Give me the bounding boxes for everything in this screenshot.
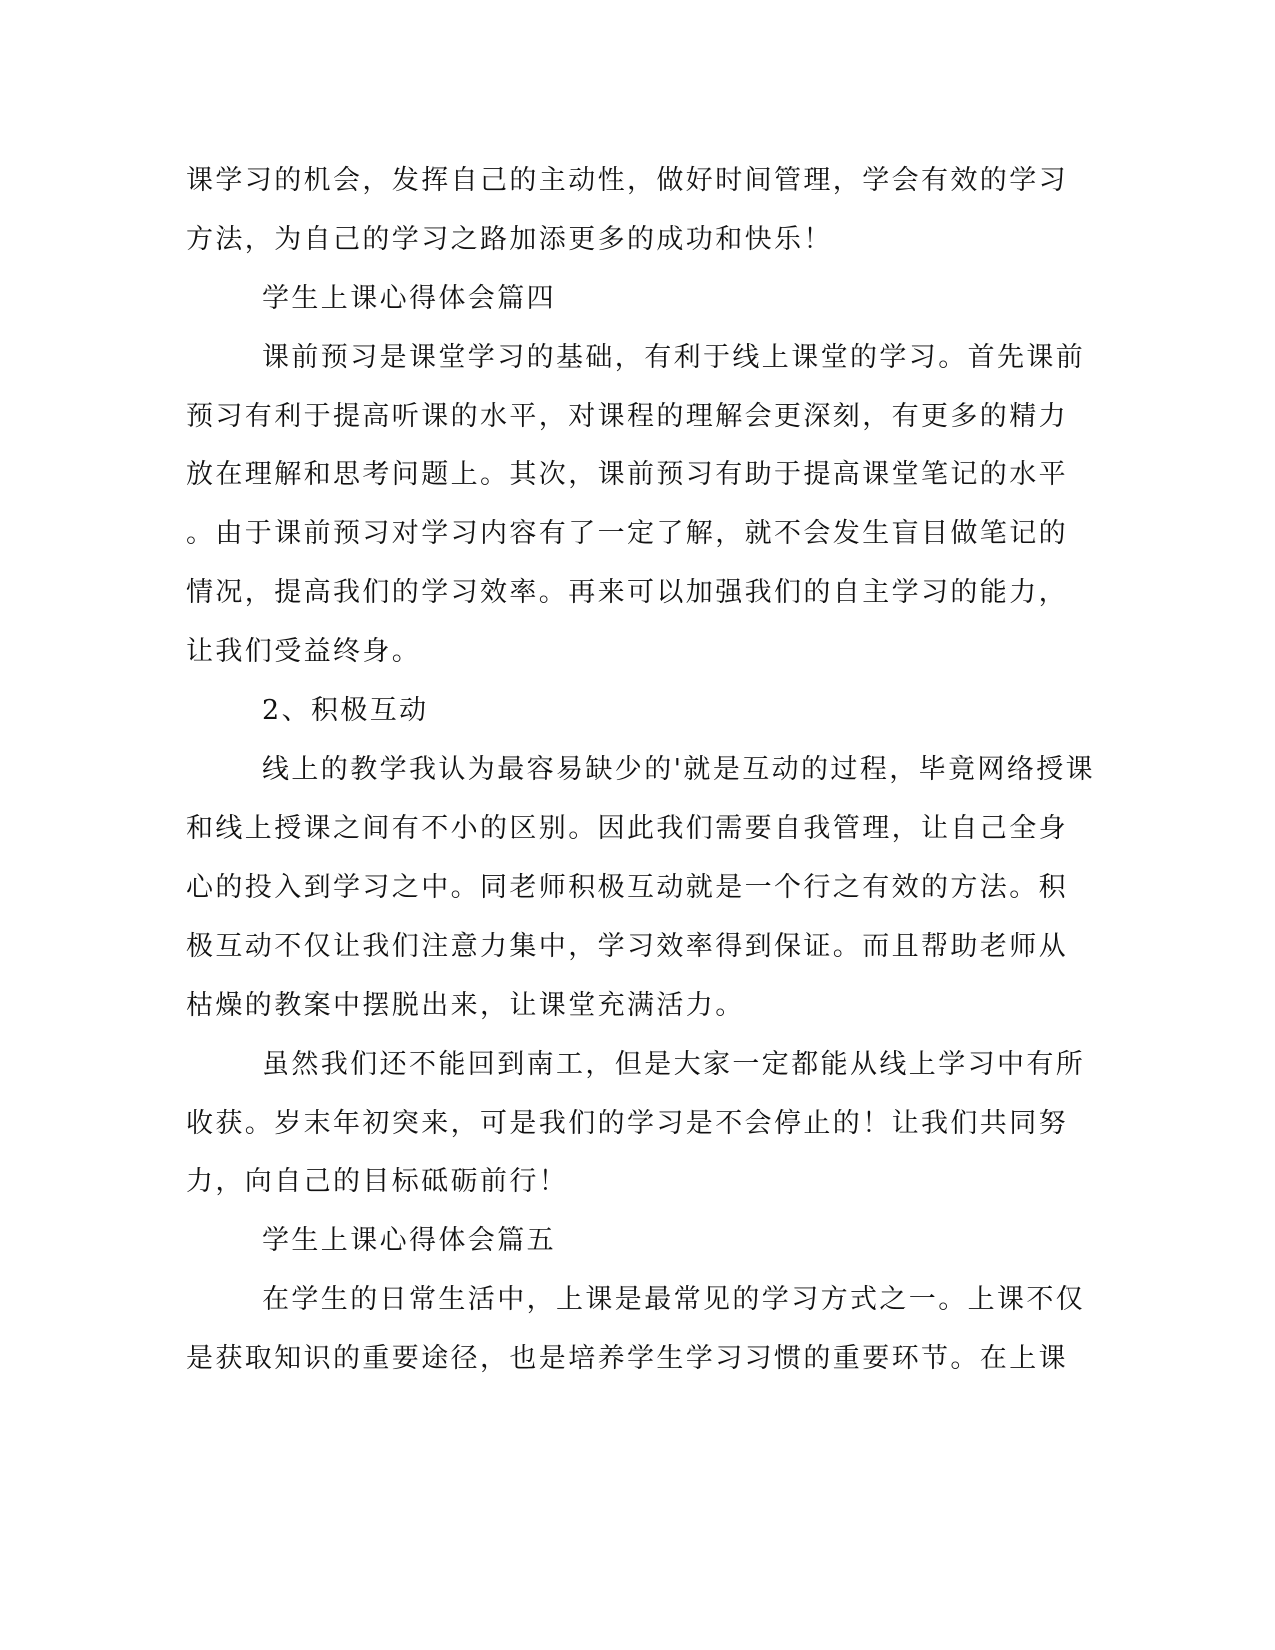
paragraph-line: 方法，为自己的学习之路加添更多的成功和快乐！ [186, 224, 833, 255]
paragraph-line: 课前预习是课堂学习的基础，有利于线上课堂的学习。首先课前 [262, 342, 1086, 373]
paragraph-line: 枯燥的教案中摆脱出来，让课堂充满活力。 [186, 990, 745, 1021]
paragraph-line: 让我们受益终身。 [186, 636, 422, 667]
paragraph-line: 放在理解和思考问题上。其次，课前预习有助于提高课堂笔记的水平 [186, 459, 1068, 490]
paragraph-line: 收获。岁末年初突来，可是我们的学习是不会停止的！让我们共同努 [186, 1108, 1068, 1139]
paragraph-line: 虽然我们还不能回到南工，但是大家一定都能从线上学习中有所 [262, 1049, 1086, 1080]
paragraph-line: 课学习的机会，发挥自己的主动性，做好时间管理，学会有效的学习 [186, 165, 1068, 196]
subsection-heading: 2、积极互动 [262, 695, 429, 726]
paragraph-line: 。由于课前预习对学习内容有了一定了解，就不会发生盲目做笔记的 [186, 518, 1068, 549]
section-heading: 学生上课心得体会篇五 [262, 1225, 556, 1256]
paragraph-line: 在学生的日常生活中，上课是最常见的学习方式之一。上课不仅 [262, 1284, 1086, 1315]
paragraph-line: 线上的教学我认为最容易缺少的'就是互动的过程，毕竟网络授课 [262, 754, 1096, 785]
section-heading: 学生上课心得体会篇四 [262, 283, 556, 314]
paragraph-line: 极互动不仅让我们注意力集中，学习效率得到保证。而且帮助老师从 [186, 931, 1068, 962]
paragraph-line: 和线上授课之间有不小的区别。因此我们需要自我管理，让自己全身 [186, 813, 1068, 844]
paragraph-line: 预习有利于提高听课的水平，对课程的理解会更深刻，有更多的精力 [186, 401, 1068, 432]
paragraph-line: 情况，提高我们的学习效率。再来可以加强我们的自主学习的能力， [186, 577, 1068, 608]
paragraph-line: 心的投入到学习之中。同老师积极互动就是一个行之有效的方法。积 [186, 872, 1068, 903]
paragraph-line: 力，向自己的目标砥砺前行！ [186, 1166, 569, 1197]
paragraph-line: 是获取知识的重要途径，也是培养学生学习习惯的重要环节。在上课 [186, 1343, 1068, 1374]
